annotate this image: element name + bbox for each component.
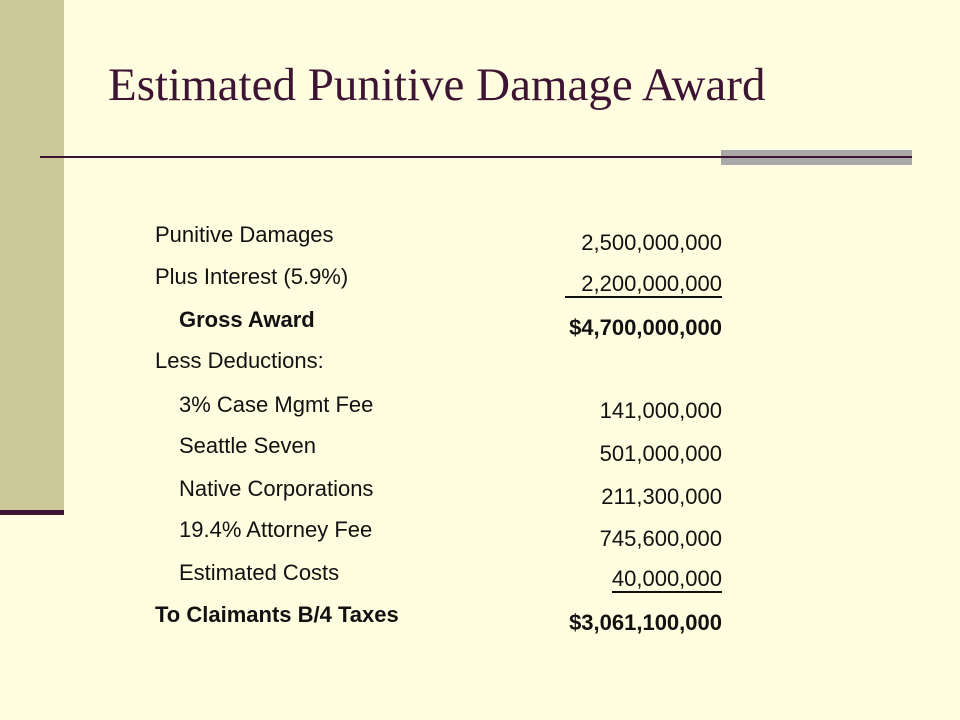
label-native-corporations: Native Corporations [179,476,374,501]
amount-punitive-damages: 2,500,000,000 [581,230,722,255]
amount-plus-interest: 2,200,000,000 [565,272,722,298]
label-punitive-damages: Punitive Damages [155,222,334,247]
label-attorney-fee: 19.4% Attorney Fee [179,517,373,542]
amount-case-mgmt-fee: 141,000,000 [599,398,722,423]
label-plus-interest: Plus Interest (5.9%) [155,264,349,289]
title-divider-accent-line [721,156,912,158]
label-to-claimants: To Claimants B/4 Taxes [155,602,399,627]
slide-title: Estimated Punitive Damage Award [108,59,766,111]
amount-estimated-costs: 40,000,000 [611,566,722,591]
amount-seattle-seven: 501,000,000 [599,441,722,466]
title-divider [40,156,722,158]
label-case-mgmt-fee: 3% Case Mgmt Fee [179,392,374,417]
sidebar-accent [0,0,64,510]
sidebar-accent-line [0,510,64,515]
amount-to-claimants: $3,061,100,000 [569,610,722,635]
label-gross-award: Gross Award [179,307,315,332]
label-less-deductions: Less Deductions: [155,348,324,373]
amount-attorney-fee: 745,600,000 [599,526,722,551]
amount-gross-award: $4,700,000,000 [569,315,722,340]
label-estimated-costs: Estimated Costs [179,560,340,585]
amount-native-corporations: 211,300,000 [601,484,722,509]
label-seattle-seven: Seattle Seven [179,433,316,458]
